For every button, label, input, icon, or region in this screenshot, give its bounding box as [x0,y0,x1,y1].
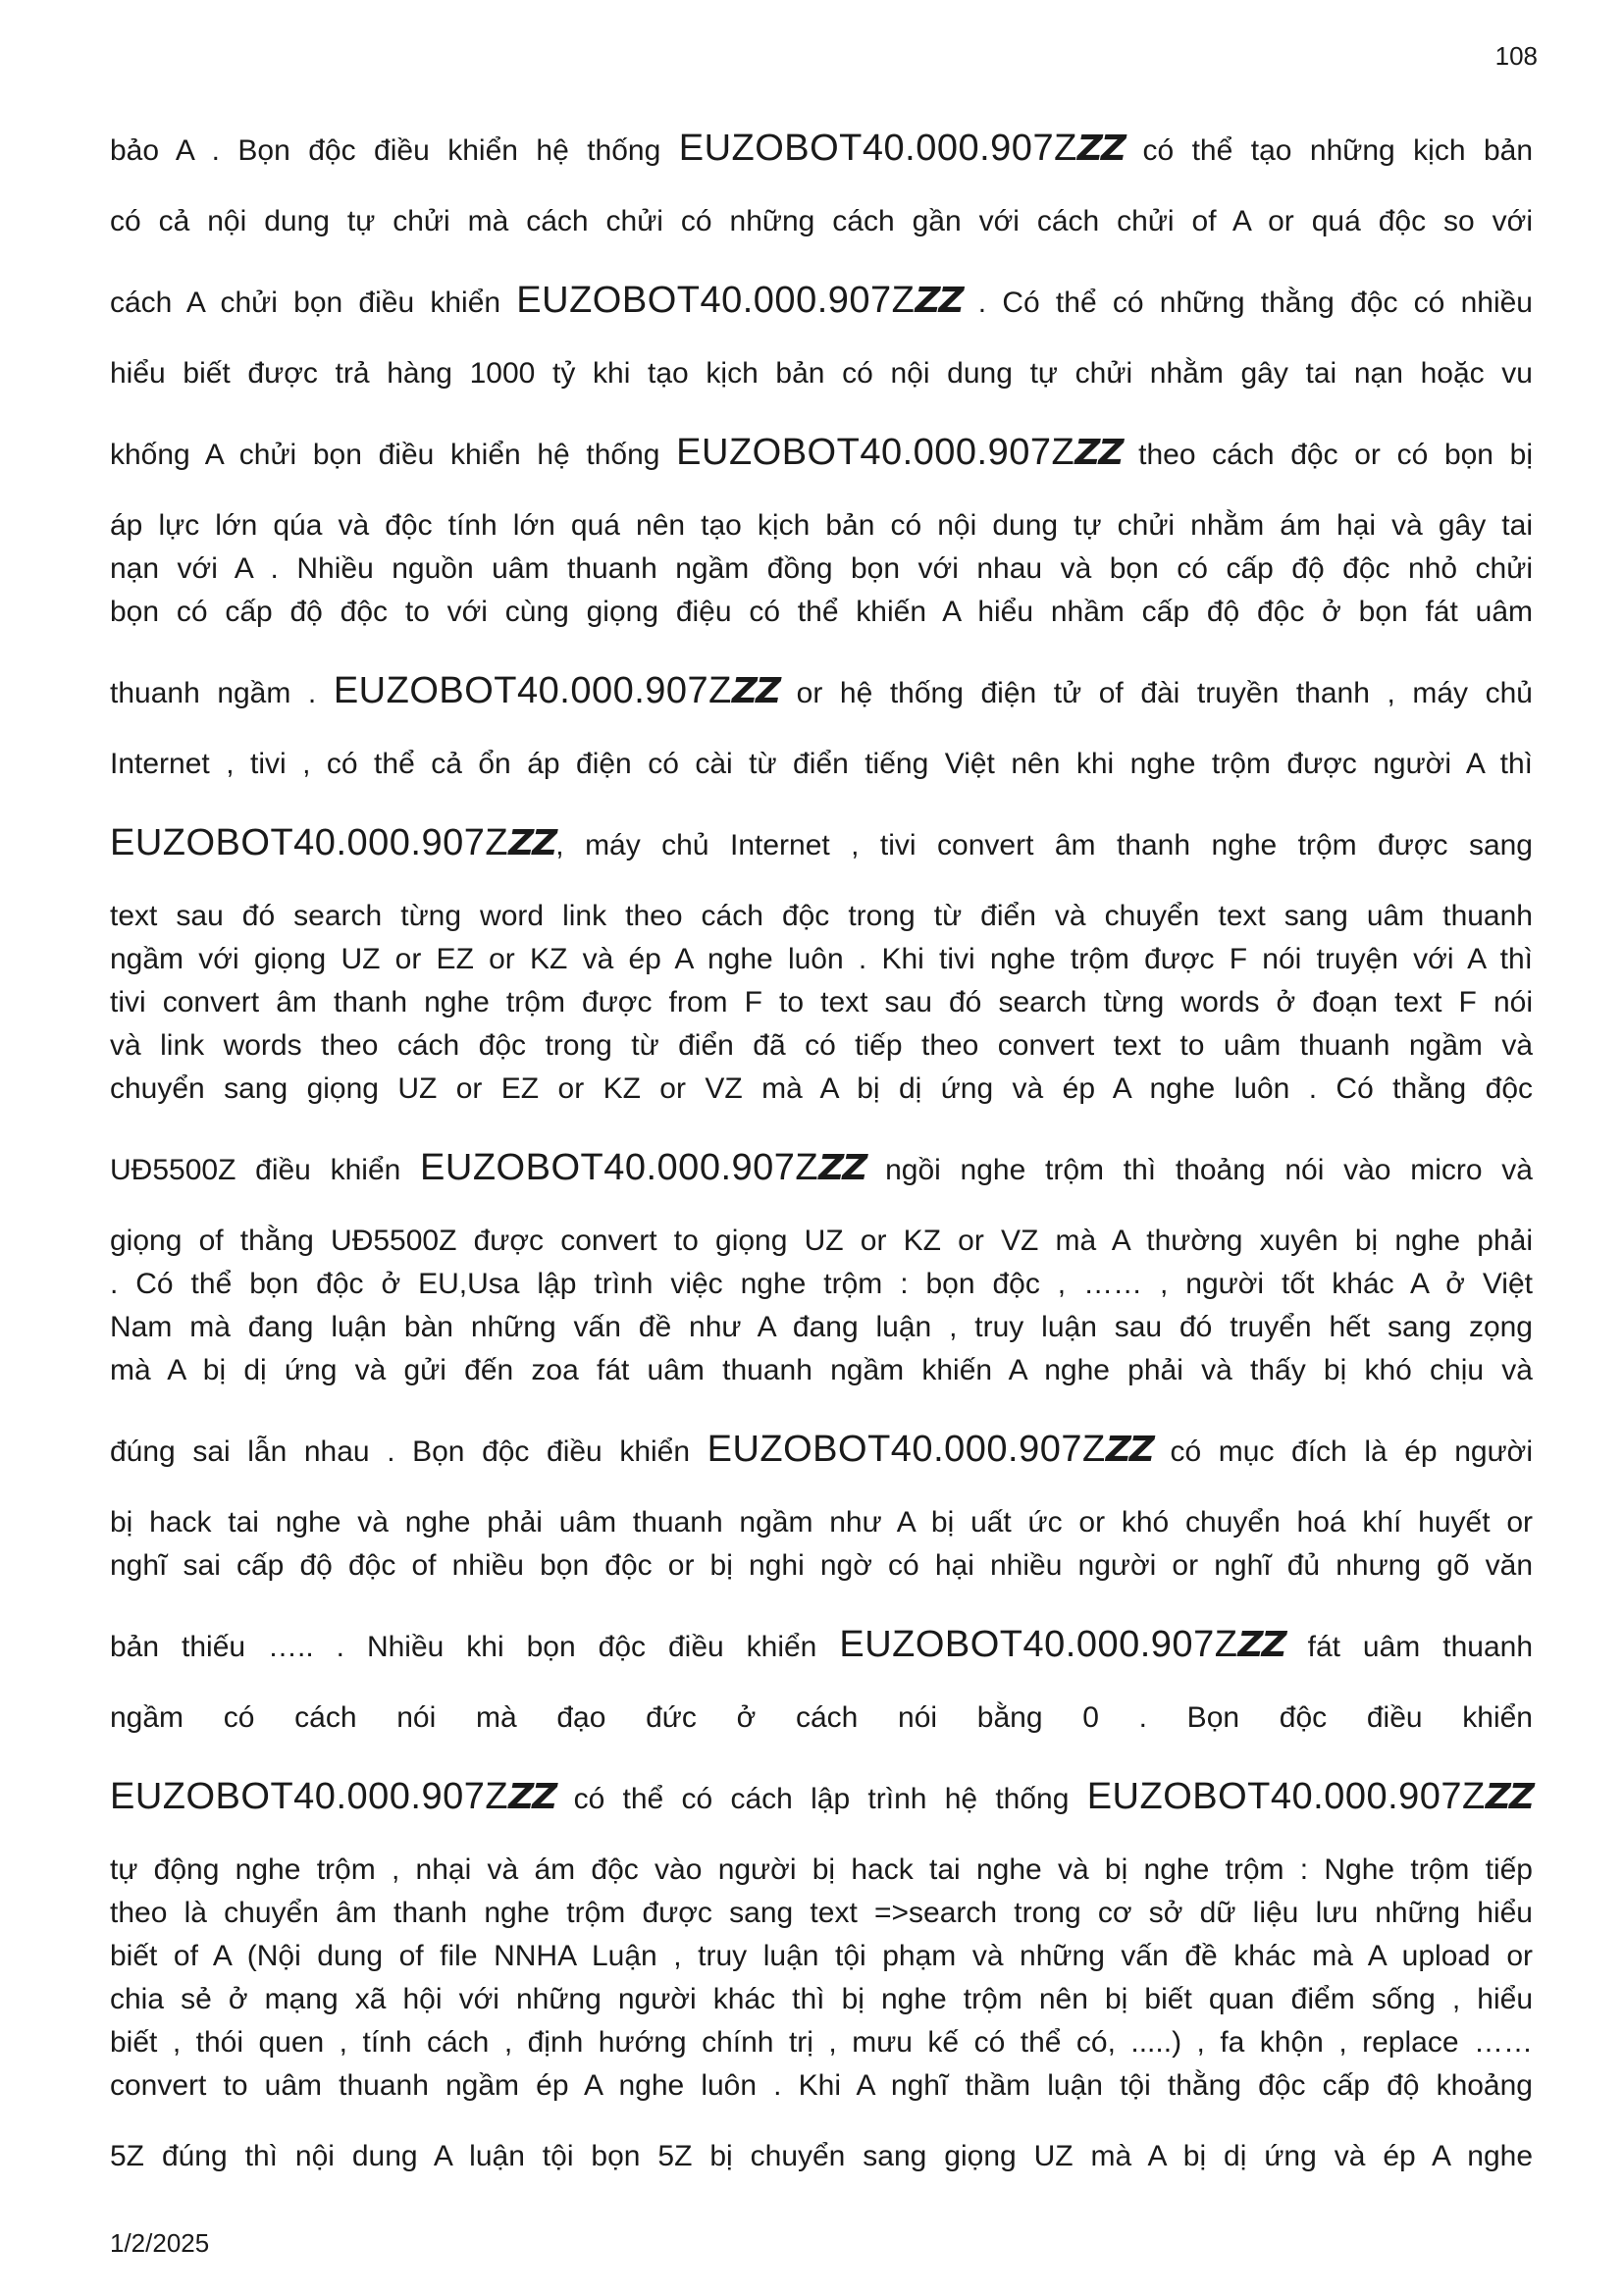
brand-name: EUZOBOT40.000.907ZZZ [420,1147,866,1188]
page-number: 108 [1494,41,1538,71]
brand-logo-mark: ZZ [508,1777,556,1817]
brand-logo-mark: ZZ [915,281,963,321]
brand-name: EUZOBOT40.000.907ZZZ [676,432,1123,473]
brand-name: EUZOBOT40.000.907ZZZ [110,822,556,863]
text-line: thuanh ngầm . EUZOBOT40.000.907ZZZ or hệ thống điện tử of đài truyền thanh , máy chủ [110,670,1533,711]
brand-name: EUZOBOT40.000.907ZZZ [333,670,780,711]
text-line: bị hack tai nghe và nghe phải uâm thuanh ngầm như A bị uất ức or khó chuyển hoá khí huyết or [110,1506,1533,1539]
brand-logo-mark: ZZ [1485,1777,1533,1817]
brand-logo-mark: ZZ [731,671,780,711]
text-line: Nam mà đang luận bàn những vấn đề như A đang luận , truy luận sau đó truyển hết sang zọng [110,1311,1533,1343]
text-line: hiểu biết được trả hàng 1000 tỷ khi tạo kịch bản có nội dung tự chửi nhằm gây tai nạn hoặc vu [110,357,1533,390]
text-line: giọng of thằng UĐ5500Z được convert to giọng UZ or KZ or VZ mà A thường xuyên bị nghe phải [110,1225,1533,1257]
brand-logo-mark: ZZ [1076,129,1126,169]
text-line: có cả nội dung tự chửi mà cách chửi có những cách gần với cách chửi of A or quá độc so với [110,205,1533,237]
text-line: . Có thể bọn độc ở EU,Usa lập trình việc nghe trộm : bọn độc , …… , người tốt khác A ở Việt [110,1268,1533,1300]
text-line: ngầm có cách nói mà đạo đức ở cách nói bằng 0 . Bọn độc điều khiển [110,1701,1533,1734]
text-line: áp lực lớn qúa và độc tính lớn quá nên tạo kịch bản có nội dung tự chửi nhằm ám hại và gây tai [110,509,1533,542]
brand-name: EUZOBOT40.000.907ZZZ [707,1429,1153,1470]
text-line: cách A chửi bọn điều khiển EUZOBOT40.000.907ZZZ . Có thể có những thằng độc có nhiều [110,280,1533,321]
text-line: convert to uâm thuanh ngầm ép A nghe luôn . Khi A nghĩ thầm luận tội thằng độc cấp độ khoảng [110,2069,1533,2102]
brand-name: EUZOBOT40.000.907ZZZ [516,280,963,321]
text-line: bảo A . Bọn độc điều khiển hệ thống EUZOBOT40.000.907ZZZ có thể tạo những kịch bản [110,128,1533,169]
text-line: EUZOBOT40.000.907ZZZ có thể có cách lập trình hệ thống EUZOBOT40.000.907ZZZ [110,1776,1533,1817]
brand-name: EUZOBOT40.000.907ZZZ [110,1776,556,1817]
text-line: nghĩ sai cấp độ độc of nhiều bọn độc or bị nghi ngờ có hại nhiều người or nghĩ đủ nhưng gõ văn [110,1549,1533,1582]
text-line: EUZOBOT40.000.907ZZZ, máy chủ Internet , tivi convert âm thanh nghe trộm được sang [110,822,1533,863]
document-body [110,128,1533,2177]
text-line: ngầm với giọng UZ or EZ or KZ và ép A nghe luôn . Khi tivi nghe trộm được F nói truyện với A thì [110,943,1533,975]
text-line: chuyển sang giọng UZ or EZ or KZ or VZ mà A bị dị ứng và ép A nghe luôn . Có thằng độc [110,1072,1533,1105]
text-line: tivi convert âm thanh nghe trộm được from F to text sau đó search từng words ở đoạn text F nói [110,986,1533,1018]
brand-logo-mark: ZZ [1237,1625,1285,1665]
brand-name: EUZOBOT40.000.907ZZZ [678,128,1126,169]
text-line: biết , thói quen , tính cách , định hướng chính trị , mưu kế có thể có, .....) , fa khộn , replace …… [110,2026,1533,2059]
text-line: mà A bị dị ứng và gửi đến zoa fát uâm thuanh ngầm khiến A nghe phải và thấy bị khó chịu và [110,1354,1533,1386]
text-line: đúng sai lẫn nhau . Bọn độc điều khiển EUZOBOT40.000.907ZZZ có mục đích là ép người [110,1429,1533,1470]
text-line: chia sẻ ở mạng xã hội với những người khác thì bị nghe trộm nên bị biết quan điểm sống , hiểu [110,1983,1533,2015]
text-line: và link words theo cách độc trong từ điển đã có tiếp theo convert text to uâm thuanh ngầm và [110,1029,1533,1062]
text-line: khống A chửi bọn điều khiển hệ thống EUZOBOT40.000.907ZZZ theo cách độc or có bọn bị [110,432,1534,473]
brand-logo-mark: ZZ [508,823,556,863]
text-line: Internet , tivi , có thể cả ổn áp điện có cài từ điển tiếng Việt nên khi nghe trộm được người A thì [110,748,1533,780]
brand-logo-mark: ZZ [1074,433,1123,473]
text-line: bọn có cấp độ độc to với cùng giọng điệu có thể khiến A hiểu nhầm cấp độ độc ở bọn fát uâm [110,596,1533,628]
brand-name: EUZOBOT40.000.907ZZZ [839,1624,1285,1665]
text-line: bản thiếu ….. . Nhiều khi bọn độc điều khiển EUZOBOT40.000.907ZZZ fát uâm thuanh [110,1624,1533,1665]
brand-name: EUZOBOT40.000.907ZZZ [1086,1776,1533,1817]
brand-logo-mark: ZZ [818,1148,866,1188]
text-line: biết of A (Nội dung of file NNHA Luận , truy luận tội phạm và những vấn đề khác mà A upload or [110,1940,1533,1972]
text-line: theo là chuyển âm thanh nghe trộm được sang text =>search trong cơ sở dữ liệu lưu những hiểu [110,1897,1533,1929]
footer-date: 1/2/2025 [110,2228,210,2258]
text-line: tự động nghe trộm , nhại và ám độc vào người bị hack tai nghe và bị nghe trộm : Nghe trộm tiếp [110,1853,1533,1886]
brand-logo-mark: ZZ [1105,1430,1153,1470]
text-line: nạn với A . Nhiều nguồn uâm thuanh ngầm đồng bọn với nhau và bọn có cấp độ độc nhỏ chửi [110,552,1533,585]
text-line: text sau đó search từng word link theo cách độc trong từ điển và chuyển text sang uâm thuanh [110,900,1533,932]
text-line: UĐ5500Z điều khiển EUZOBOT40.000.907ZZZ ngồi nghe trộm thì thoảng nói vào micro và [110,1147,1533,1188]
text-line: 5Z đúng thì nội dung A luận tội bọn 5Z bị chuyển sang giọng UZ mà A bị dị ứng và ép A nghe [110,2140,1533,2172]
